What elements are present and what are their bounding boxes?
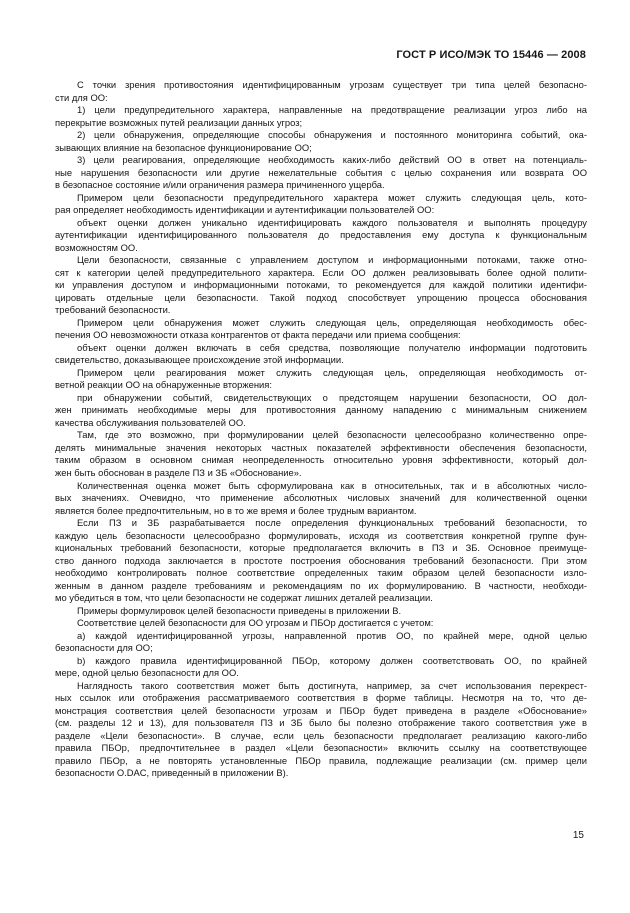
text-line: зывающих влияние на безопасное функционирование ОО; (55, 141, 312, 153)
text-line: объект оценки должен уникально идентифицировать каждого пользователя и выполнять процедуру (77, 216, 587, 228)
text-line: таким образом в основном снимая неопределенность относительно уровня эффективности, который дол- (55, 454, 587, 466)
text-line: является более предпочтительным, но в то же время и более трудным вариантом. (55, 504, 417, 516)
text-line: а) каждой идентифицированной угрозы, направленной против ОО, по крайней мере, одной целью (77, 629, 587, 641)
text-line: сят к категории целей предупредительного характера. Если ОО должен реализовывать более одной полити- (55, 266, 587, 278)
text-line: требований безопасности. (55, 304, 171, 316)
text-line: ки управления доступом и информационными потоками, то рекомендуется для каждой политики идентифи- (55, 279, 587, 291)
paragraph (55, 605, 587, 618)
text-line: жен быть обоснован в разделе ПЗ и ЗБ «Обоснование». (55, 466, 302, 478)
text-line: Примером цели реагирования может служить следующая цель, определяющая необходимость от- (77, 366, 587, 378)
paragraph (55, 342, 587, 367)
text-line: ные нарушения безопасности или другие нежелательные события с целью сохранения или возврата ОО (55, 166, 587, 178)
paragraph (55, 317, 587, 342)
text-line: Наглядность такого соответствия может быть достигнута, например, за счет использования перекрест- (77, 679, 587, 691)
text-line: 3) цели реагирования, определяющие необходимость каких-либо действий ОО в ответ на потенциаль- (77, 154, 587, 166)
text-line: возможностям ОО. (55, 241, 138, 253)
text-line: ных ссылок или отображения рассматриваемого соответствия в форме таблицы. Несмотря на то, что де- (55, 692, 587, 704)
paragraph (55, 217, 587, 255)
text-line: безопасности O.DAC, приведенный в приложении В). (55, 767, 289, 779)
paragraph (55, 392, 587, 430)
page-number: 15 (572, 830, 584, 841)
text-line: 2) цели обнаружения, определяющие способы обнаружения и постоянного мониторинга событий, ока- (77, 129, 587, 141)
paragraph (55, 154, 587, 192)
text-line: мо убедиться в том, что цели безопасности не содержат лишних деталей реализации. (55, 592, 433, 604)
text-line: 1) цели предупредительного характера, направленные на предотвращение реализации угроз либо на (77, 104, 587, 116)
text-line: Соответствие целей безопасности для ОО угрозам и ПБОр достигается с учетом: (77, 617, 434, 629)
paragraph (55, 367, 587, 392)
paragraph (55, 429, 587, 479)
paragraph (55, 104, 587, 129)
text-line: перекрытие возможных путей реализации данных угроз; (55, 116, 303, 128)
text-line: делять минимальные значения некоторых частных показателей эффективности обеспечения безопасности, (55, 441, 587, 453)
text-line: монстрация соответствия целей безопасности угрозам и ПБОр будет приведена в разделе «Обоснование» (55, 704, 587, 716)
paragraph (55, 680, 587, 780)
text-line: мере, одной целью безопасности для ОО. (55, 667, 239, 679)
text-line: в безопасное состояние и/или ограничения размера причиненного ущерба. (55, 179, 385, 191)
text-line: Если ПЗ и ЗБ разрабатывается после определения функциональных требований безопасности, то (77, 517, 587, 529)
text-line: b) каждого правила идентифицированной ПБОр, которому должен соответствовать ОО, по крайней (77, 654, 587, 666)
text-line: Примером цели безопасности предупредительного характера может служить следующая цель, кото- (77, 191, 587, 203)
text-line: (см. разделы 12 и 13), для пользователя ПЗ и ЗБ было бы полезно отображение такого соответствия уже в (55, 717, 587, 729)
text-line: вых значениях. Очевидно, что применение абсолютных числовых значений для количественной оценки (55, 492, 587, 504)
text-line: сти для ОО: (55, 91, 108, 103)
text-line: при обнаружении событий, свидетельствующих о предстоящем нарушении безопасности, ОО дол- (77, 391, 587, 403)
text-line: цировать отдельные цели безопасности. Такой подход способствует упрощению процесса обоснования (55, 291, 587, 303)
paragraph (55, 192, 587, 217)
text-line: Примером цели обнаружения может служить следующая цель, определяющая необходимость обес- (77, 316, 587, 328)
paragraph (55, 517, 587, 605)
paragraph (55, 129, 587, 154)
text-line: кциональных требований безопасности, которые предполагается включить в ПЗ и ЗБ. Основное преимуще- (55, 542, 587, 554)
text-line: Количественная оценка может быть сформулирована как в относительных, так и в абсолютных число- (77, 479, 587, 491)
text-line: Цели безопасности, связанные с управлением доступом и информационными потоками, также отно- (77, 254, 587, 266)
text-line: свидетельство, доказывающее происхождение этой информации. (55, 354, 344, 366)
text-line: Там, где это возможно, при формулировании целей безопасности целесообразно количественно опре- (77, 429, 587, 441)
text-line: правило ПБОр, а не повторять установленные ПБОр правила, подлежащие реализации (см. пример цели (55, 754, 587, 766)
text-line: ветной реакции ОО на обнаруженные вторжения: (55, 379, 272, 391)
text-line: разделе «Цели безопасности». В случае, если цель безопасности предполагает реализацию какого-либо (55, 729, 587, 741)
paragraph (55, 655, 587, 680)
text-line: каждую цель безопасности целесообразно формулировать, исходя из соответствия конкретной группе фун- (55, 529, 587, 541)
text-line: Примеры формулировок целей безопасности приведены в приложении В. (77, 604, 402, 616)
text-line: качества обслуживания пользователей ОО. (55, 416, 246, 428)
paragraph (55, 79, 587, 104)
text-line: печения ОО невозможности отказа контрагентов от факта передачи или приема сообщения: (55, 329, 461, 341)
text-line: С точки зрения противостояния идентифицированным угрозам существует три типа целей безопасно- (77, 79, 587, 90)
text-line: аутентификации идентифицированного пользователя до предоставления ему доступа к функциональным (55, 229, 587, 241)
text-line: необходимо контролировать полное соответствие определенных таким образом целей безопасности изло- (55, 567, 587, 579)
paragraph (55, 630, 587, 655)
paragraph (55, 480, 587, 518)
text-line: женным в данном разделе требованиям и рекомендациям по их формулированию. В частности, необходи- (55, 579, 587, 591)
text-line: безопасности для ОО; (55, 642, 153, 654)
text-line: рая определяет необходимость идентификации и аутентификации пользователей ОО: (55, 204, 435, 216)
body-text (55, 79, 587, 780)
text-line: правила ПБОр, предпочтительнее в раздел «Цели безопасности» включить ссылку на соответствующее (55, 742, 587, 754)
text-line: ство данного подхода заключается в простоте построения обоснования требований безопасности. При этом (55, 554, 587, 566)
text-line: жен принимать необходимые меры для противостояния данному нападению с минимальным снижением (55, 404, 587, 416)
paragraph (55, 617, 587, 630)
paragraph (55, 254, 587, 317)
text-line: объект оценки должен включать в себя средства, позволяющие получателю информации подготовить (77, 341, 587, 353)
standard-header: ГОСТ Р ИСО/МЭК ТО 15446 — 2008 (396, 49, 586, 61)
